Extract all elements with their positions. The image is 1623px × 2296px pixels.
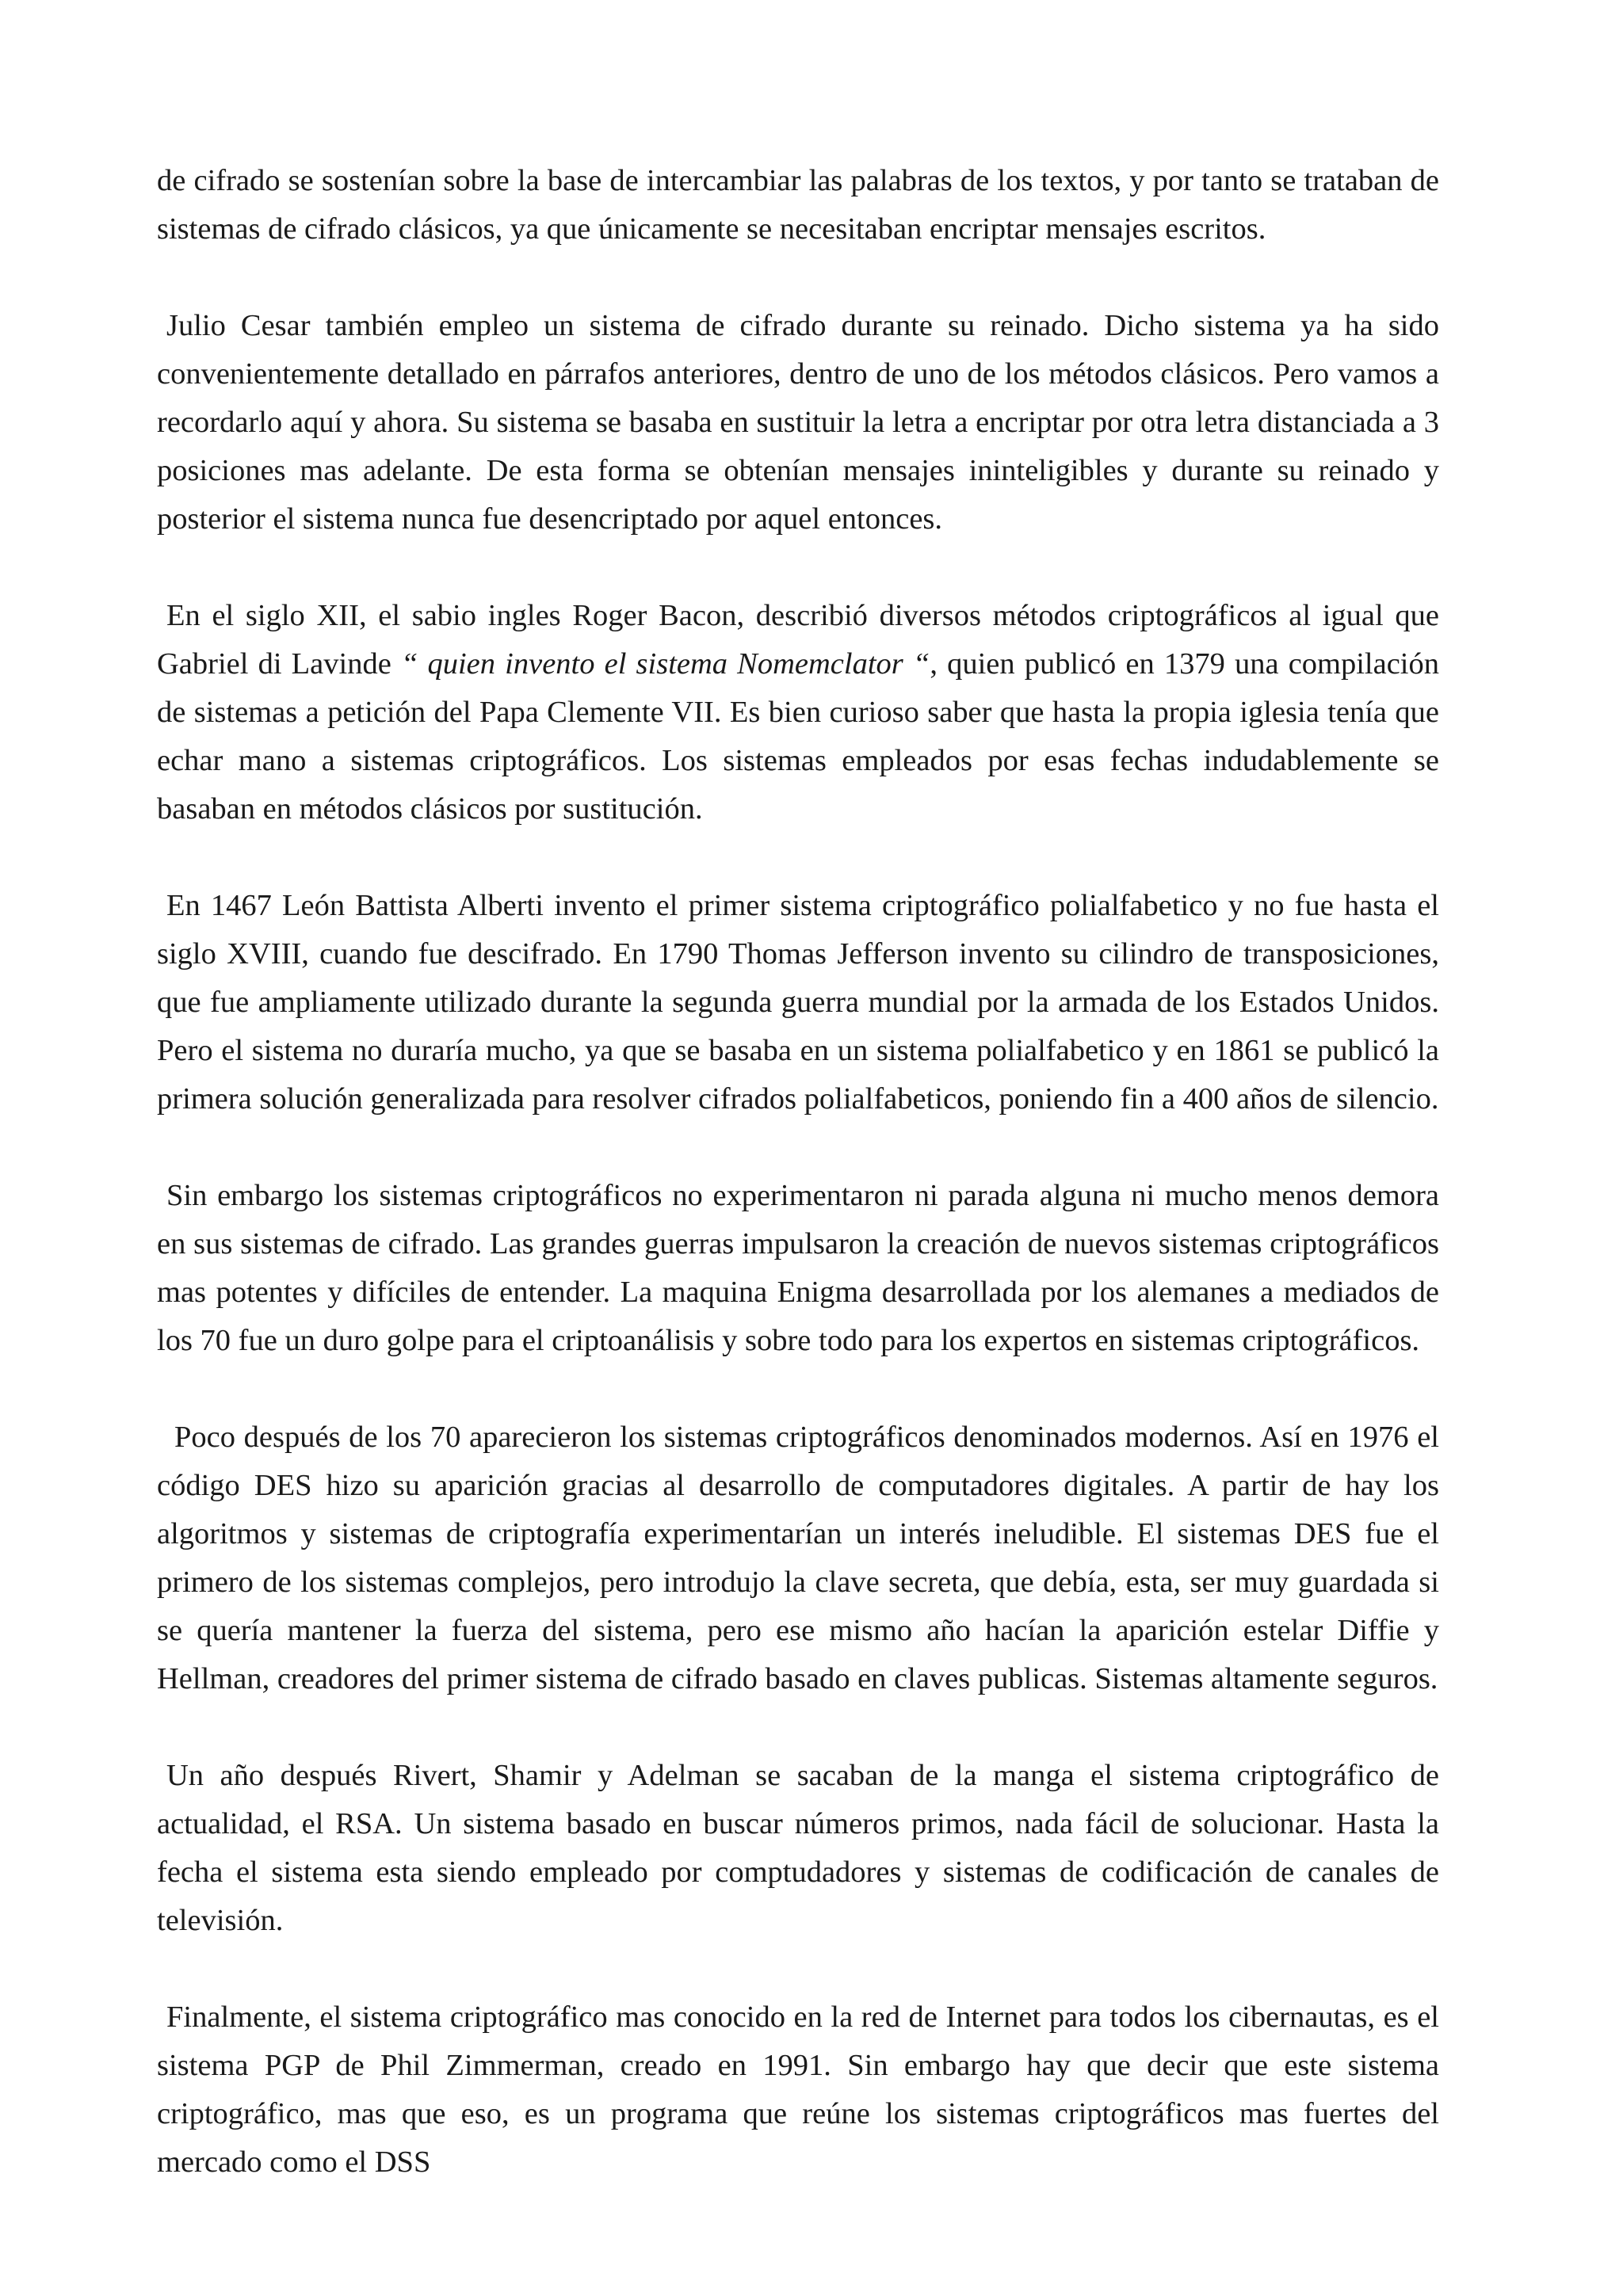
- paragraph-continuation: de cifrado se sostenían sobre la base de intercambiar las palabras de los textos, y por tanto se trataban de sistemas de cifrado clásicos, ya que únicamente se necesitaban encriptar mensajes escritos.: [157, 164, 1439, 246]
- paragraph-siglo-xii: [157, 592, 1439, 833]
- paragraph-des: Poco después de los 70 aparecieron los sistemas criptográficos denominados modernos. Así en 1976 el código DES hizo su aparición gracias al desarrollo de computadores digitales. A partir de hay los algoritmos y sistemas de criptografía experimentarían un interés ineludible. El sistemas DES fue el primero de los sistemas complejos, pero introdujo la clave secreta, que debía, esta, ser muy guardada si se quería mantener la fuerza del sistema, pero ese mismo año hacían la aparición estelar Diffie y Hellman, creadores del primer sistema de cifrado basado en claves publicas. Sistemas altamente seguros.: [157, 1421, 1439, 1695]
- paragraph-rsa: Un año después Rivert, Shamir y Adelman se sacaban de la manga el sistema criptográfico de actualidad, el RSA. Un sistema basado en buscar números primos, nada fácil de solucionar. Hasta la fecha el sistema esta siendo empleado por comptudadores y sistemas de codificación de canales de televisión.: [157, 1759, 1439, 1937]
- paragraph-julio-cesar: Julio Cesar también empleo un sistema de cifrado durante su reinado. Dicho sistema ya ha sido convenientemente detallado en párrafos anteriores, dentro de uno de los métodos clásicos. Pero vamos a recordarlo aquí y ahora. Su sistema se basaba en sustituir la letra a encriptar por otra letra distanciada a 3 posiciones mas adelante. De esta forma se obtenían mensajes ininteligibles y durante su reinado y posterior el sistema nunca fue desencriptado por aquel entonces.: [157, 309, 1439, 536]
- paragraph-siglo-xii-before: En el siglo XII, el sabio ingles Roger Bacon, describió diversos métodos criptográficos al igual que Gabriel di Lavinde: [157, 599, 1439, 681]
- paragraph-siglo-xii-after: , quien publicó en 1379 una compilación de sistemas a petición del Papa Clemente VII. Es bien curioso saber que hasta la propia iglesia tenía que echar mano a sistemas criptográficos. Los sistemas empleados por esas fechas indudablemente se basaban en métodos clásicos por sustitución.: [157, 647, 1439, 826]
- paragraph-alberti: En 1467 León Battista Alberti invento el primer sistema criptográfico polialfabetico y no fue hasta el siglo XVIII, cuando fue descifrado. En 1790 Thomas Jefferson invento su cilindro de transposiciones, que fue ampliamente utilizado durante la segunda guerra mundial por la armada de los Estados Unidos. Pero el sistema no duraría mucho, ya que se basaba en un sistema polialfabetico y en 1861 se publicó la primera solución generalizada para resolver cifrados polialfabeticos, poniendo fin a 400 años de silencio.: [157, 889, 1439, 1116]
- body-text: [157, 157, 1439, 2187]
- nomemclator-quote: “ quien invento el sistema Nomemclator “: [400, 647, 930, 681]
- paragraph-pgp: Finalmente, el sistema criptográfico mas conocido en la red de Internet para todos los cibernautas, es el sistema PGP de Phil Zimmerman, creado en 1991. Sin embargo hay que decir que este sistema criptográfico, mas que eso, es un programa que reúne los sistemas criptográficos mas fuertes del mercado como el DSS: [157, 2000, 1439, 2179]
- paragraph-enigma: Sin embargo los sistemas criptográficos no experimentaron ni parada alguna ni mucho menos demora en sus sistemas de cifrado. Las grandes guerras impulsaron la creación de nuevos sistemas criptográficos mas potentes y difíciles de entender. La maquina Enigma desarrollada por los alemanes a mediados de los 70 fue un duro golpe para el criptoanálisis y sobre todo para los expertos en sistemas criptográficos.: [157, 1179, 1439, 1357]
